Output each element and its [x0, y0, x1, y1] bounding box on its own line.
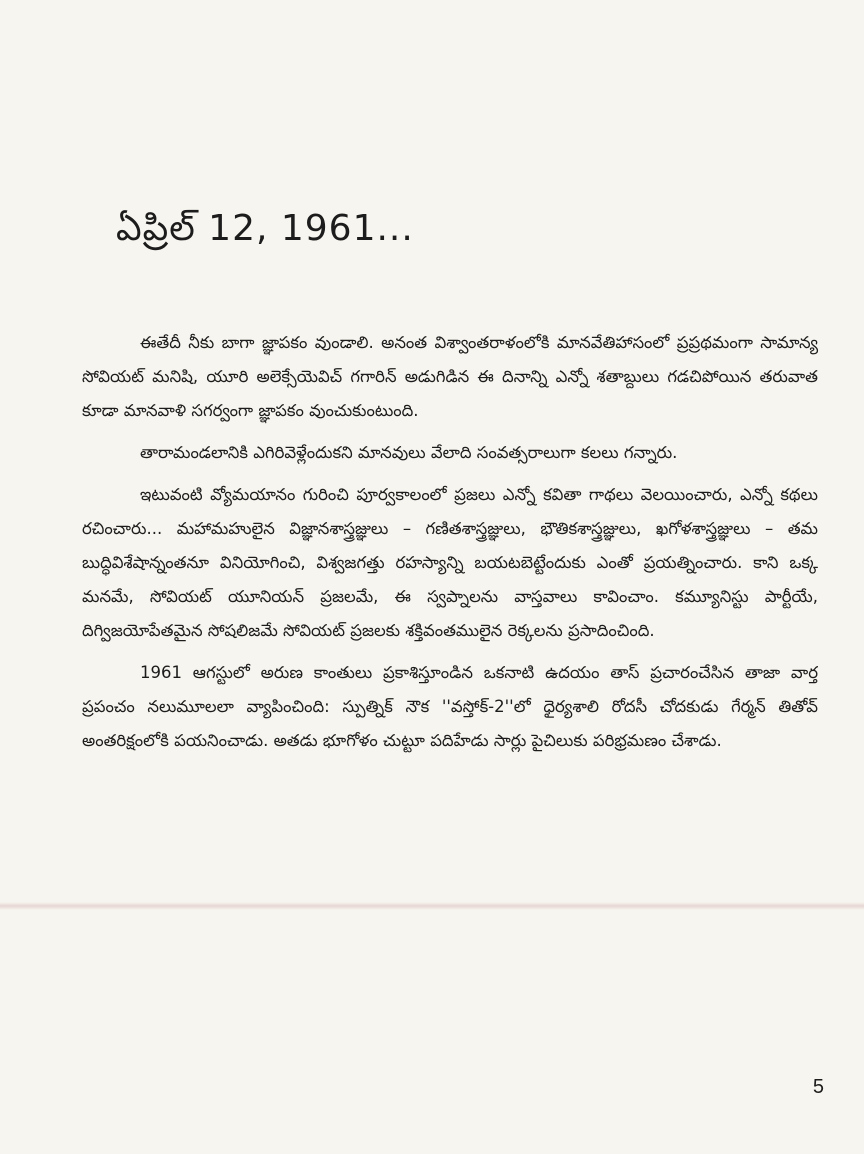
paragraph-4: 1961 ఆగస్టులో అరుణ కాంతులు ప్రకాశిస్తూండిన ఒకనాటి ఉదయం తాస్ ప్రచారంచేసిన తాజా వార్త ప్రపంచం నలుమూలలా వ్యాపించింది: స్పుత్నిక్ నౌక ''వస్తోక్-2''లో ధైర్యశాలి రోదసీ చోదకుడు గేర్మన్ తితోవ్ అంతరిక్షంలోకి పయనించాడు. అతడు భూగోళం చుట్టూ పదిహేడు సార్లు పైచిలుకు పరిభ్రమణం చేశాడు.	[82, 663, 818, 750]
paragraph-2: తారామండలానికి ఎగిరివెళ్లేందుకని మానవులు వేలాది సంవత్సరాలుగా కలలు గన్నారు.	[140, 443, 678, 462]
chapter-title: ఏప్రిల్ 12, 1961...	[116, 208, 414, 249]
page-fold-mark	[0, 902, 864, 910]
body-text	[82, 326, 818, 766]
paragraph-1: ఈతేదీ నీకు బాగా జ్ఞాపకం వుండాలి. అనంత విశ్వాంతరాళంలోకి మానవేతిహాసంలో ప్రప్రథమంగా సామాన్య సోవియట్ మనిషి, యూరి అలెక్సేయెవిచ్ గగారిన్ అడుగిడిన ఈ దినాన్ని ఎన్నో శతాబ్దులు గడచిపోయిన తరువాత కూడా మానవాళి సగర్వంగా జ్ఞాపకం వుంచుకుంటుంది.	[82, 333, 818, 420]
page-number: 5	[812, 1076, 824, 1098]
paragraph-3: ఇటువంటి వ్యోమయానం గురించి పూర్వకాలంలో ప్రజలు ఎన్నో కవితా గాథలు వెలయించారు, ఎన్నో కథలు రచించారు... మహామహులైన విజ్ఞానశాస్త్రజ్ఞులు – గణితశాస్త్రజ్ఞులు, భౌతికశాస్త్రజ్ఞులు, ఖగోళశాస్త్రజ్ఞులు – తమ బుద్ధివిశేషాన్నంతనూ వినియోగించి, విశ్వజగత్తు రహస్యాన్ని బయటబెట్టేందుకు ఎంతో ప్రయత్నించారు. కాని ఒక్క మనమే, సోవియట్ యూనియన్ ప్రజలమే, ఈ స్వప్నాలను వాస్తవాలు కావించాం. కమ్యూనిస్టు పార్టీయే, దిగ్విజయోపేతమైన సోషలిజమే సోవియట్ ప్రజలకు శక్తివంతములైన రెక్కలను ప్రసాదించింది.	[82, 485, 818, 640]
